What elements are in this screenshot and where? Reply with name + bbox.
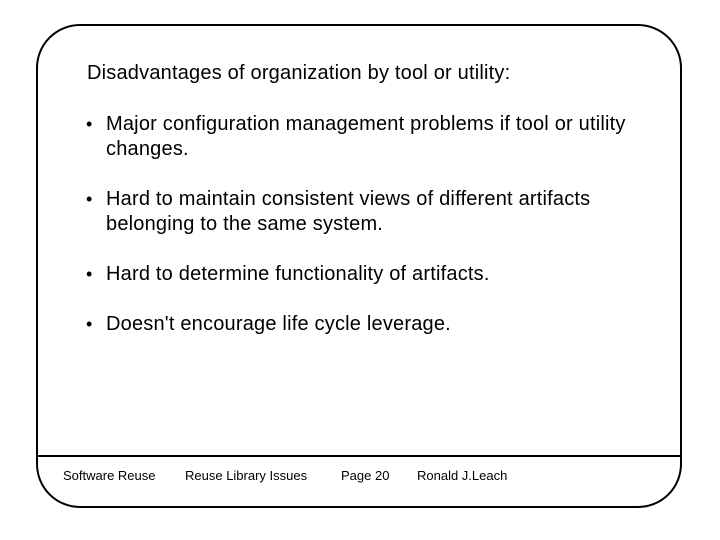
- bullet-item: [86, 312, 656, 337]
- footer-course: Software Reuse: [63, 468, 156, 483]
- bullet-item: [86, 112, 656, 162]
- bullet-text: Doesn't encourage life cycle leverage.: [106, 313, 451, 335]
- bullet-item: [86, 187, 656, 237]
- bullet-icon: •: [86, 114, 93, 134]
- bullet-text: Hard to maintain consistent views of different artifacts belonging to the same system.: [106, 188, 591, 235]
- bullet-icon: •: [86, 314, 93, 334]
- bullet-list: [86, 112, 656, 337]
- footer-author: Ronald J.Leach: [417, 468, 508, 483]
- slide-title: Disadvantages of organization by tool or utility:: [87, 62, 511, 84]
- bullet-text: Major configuration management problems if tool or utility changes.: [106, 113, 626, 160]
- footer-topic: Reuse Library Issues: [185, 468, 308, 483]
- footer-divider: [37, 455, 681, 457]
- bullet-text: Hard to determine functionality of artifacts.: [106, 263, 490, 285]
- footer-page-number: Page 20: [341, 468, 390, 483]
- bullet-item: [86, 262, 656, 287]
- bullet-icon: •: [86, 264, 93, 284]
- bullet-icon: •: [86, 189, 93, 209]
